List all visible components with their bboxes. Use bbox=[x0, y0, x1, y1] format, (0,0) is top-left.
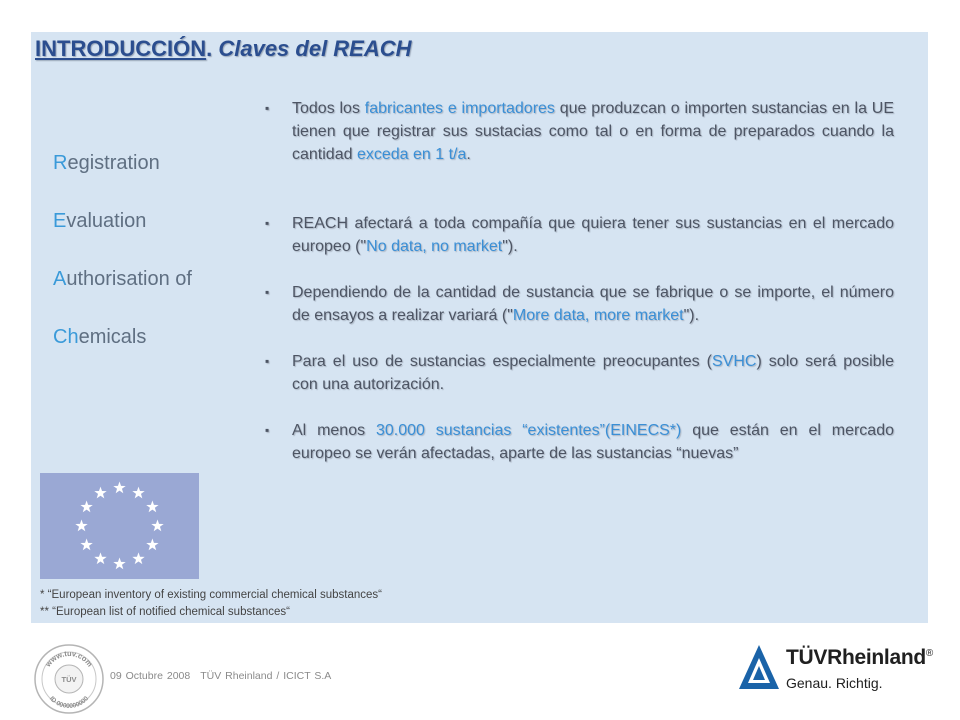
eu-star-icon bbox=[80, 501, 92, 513]
bullet-text: que están en el mercado europeo se verán afectadas, aparte de las sustancias “nuevas” bbox=[292, 422, 895, 462]
acronym-rest: emicals bbox=[78, 326, 147, 348]
footnotes bbox=[40, 587, 382, 621]
footer-org: TÜV Rheinland / ICICT S.A bbox=[200, 670, 332, 682]
eu-star-icon bbox=[113, 482, 125, 494]
acronym-rest: valuation bbox=[66, 210, 147, 232]
eu-star-icon bbox=[146, 501, 158, 513]
bullet-text: Todos los bbox=[292, 100, 365, 117]
title-main: INTRODUCCIÓN bbox=[35, 36, 207, 61]
reach-acronym bbox=[53, 152, 192, 384]
tuv-triangle-icon bbox=[738, 643, 780, 691]
bullet-highlight: fabricantes e importadores bbox=[364, 100, 555, 117]
bullet-text: Dependiendo de la cantidad de sustancia que se fabrique o se importe, el número de ensayos a realizar variará (" bbox=[292, 284, 894, 324]
bullet-list bbox=[262, 97, 894, 465]
acronym-rest: egistration bbox=[67, 152, 160, 174]
eu-flag bbox=[40, 473, 199, 579]
bullet-item bbox=[262, 419, 894, 465]
bullet-text: REACH afectará a toda compañía que quiera tener sus sustancias en el mercado europeo (" bbox=[292, 215, 894, 255]
bullet-item bbox=[262, 281, 894, 327]
acronym-letter: E bbox=[53, 210, 67, 232]
bullet-text: Para el uso de sustancias especialmente preocupantes ( bbox=[292, 353, 712, 370]
acronym-rest: uthorisation of bbox=[66, 268, 192, 290]
acronym-registration bbox=[53, 152, 192, 210]
eu-star-icon bbox=[132, 487, 144, 499]
brand-name bbox=[786, 646, 933, 670]
acronym-authorisation bbox=[53, 268, 192, 326]
eu-star-icon bbox=[132, 552, 144, 564]
eu-star-icon bbox=[113, 558, 125, 570]
bullet-marker-icon: ▪ bbox=[265, 285, 270, 299]
bullet-marker-icon: ▪ bbox=[265, 423, 270, 437]
bullet-item bbox=[262, 97, 894, 166]
acronym-letter: R bbox=[53, 152, 68, 174]
eu-star-icon bbox=[75, 520, 87, 532]
eu-flag-stars-icon bbox=[40, 473, 199, 579]
bullet-highlight: 30.000 sustancias “existentes”(EINECS*) bbox=[375, 422, 682, 439]
bullet-marker-icon: ▪ bbox=[265, 101, 270, 115]
footnote-elincs: ** “European list of notified chemical substances“ bbox=[40, 606, 290, 618]
eu-star-icon bbox=[146, 539, 158, 551]
eu-star-icon bbox=[151, 520, 163, 532]
bullet-text: Al menos bbox=[292, 422, 376, 439]
seal-top-text: www.tuv.com bbox=[43, 648, 95, 669]
title-separator: . bbox=[206, 36, 219, 61]
slide-title bbox=[35, 36, 412, 62]
bullet-highlight: SVHC bbox=[712, 353, 757, 370]
footer bbox=[110, 670, 341, 682]
bullet-highlight: exceda en 1 t/a bbox=[356, 146, 467, 163]
registered-mark: ® bbox=[925, 648, 933, 659]
bullet-text: "). bbox=[502, 238, 518, 255]
bullet-text: . bbox=[466, 146, 471, 163]
footnote-einecs: * “European inventory of existing commercial chemical substances“ bbox=[40, 589, 382, 601]
footer-date: 09 Octubre 2008 bbox=[110, 670, 191, 682]
bullet-text: "). bbox=[683, 307, 700, 324]
eu-star-icon bbox=[80, 539, 92, 551]
seal-bottom-text: ID 0000000000 bbox=[47, 695, 91, 711]
acronym-letter: Ch bbox=[53, 326, 79, 348]
acronym-chemicals bbox=[53, 326, 192, 384]
eu-star-icon bbox=[94, 552, 106, 564]
acronym-evaluation bbox=[53, 210, 192, 268]
brand-tagline: Genau. Richtig. bbox=[786, 675, 883, 691]
acronym-letter: A bbox=[53, 268, 67, 290]
seal-center-text: TÜV bbox=[61, 675, 77, 684]
tuv-rheinland-logo bbox=[738, 640, 938, 698]
bullet-highlight: No data, no market bbox=[366, 238, 503, 255]
bullet-text: que produzcan o importen sustancias en la UE tienen que registrar sus sustacias como tal o en forma de preparados cuando la cantidad bbox=[292, 100, 894, 163]
certification-seal-icon bbox=[33, 643, 105, 715]
bullet-text: ) solo será posible con una autorización. bbox=[292, 353, 895, 393]
bullet-marker-icon: ▪ bbox=[265, 354, 270, 368]
bullet-item bbox=[262, 212, 894, 258]
brand-name-text: TÜVRheinland bbox=[786, 646, 926, 669]
bullet-marker-icon: ▪ bbox=[265, 216, 270, 230]
eu-star-icon bbox=[94, 487, 106, 499]
bullet-item bbox=[262, 350, 894, 396]
title-subtitle: Claves del REACH bbox=[218, 36, 412, 61]
bullet-highlight: More data, more market bbox=[512, 307, 684, 324]
